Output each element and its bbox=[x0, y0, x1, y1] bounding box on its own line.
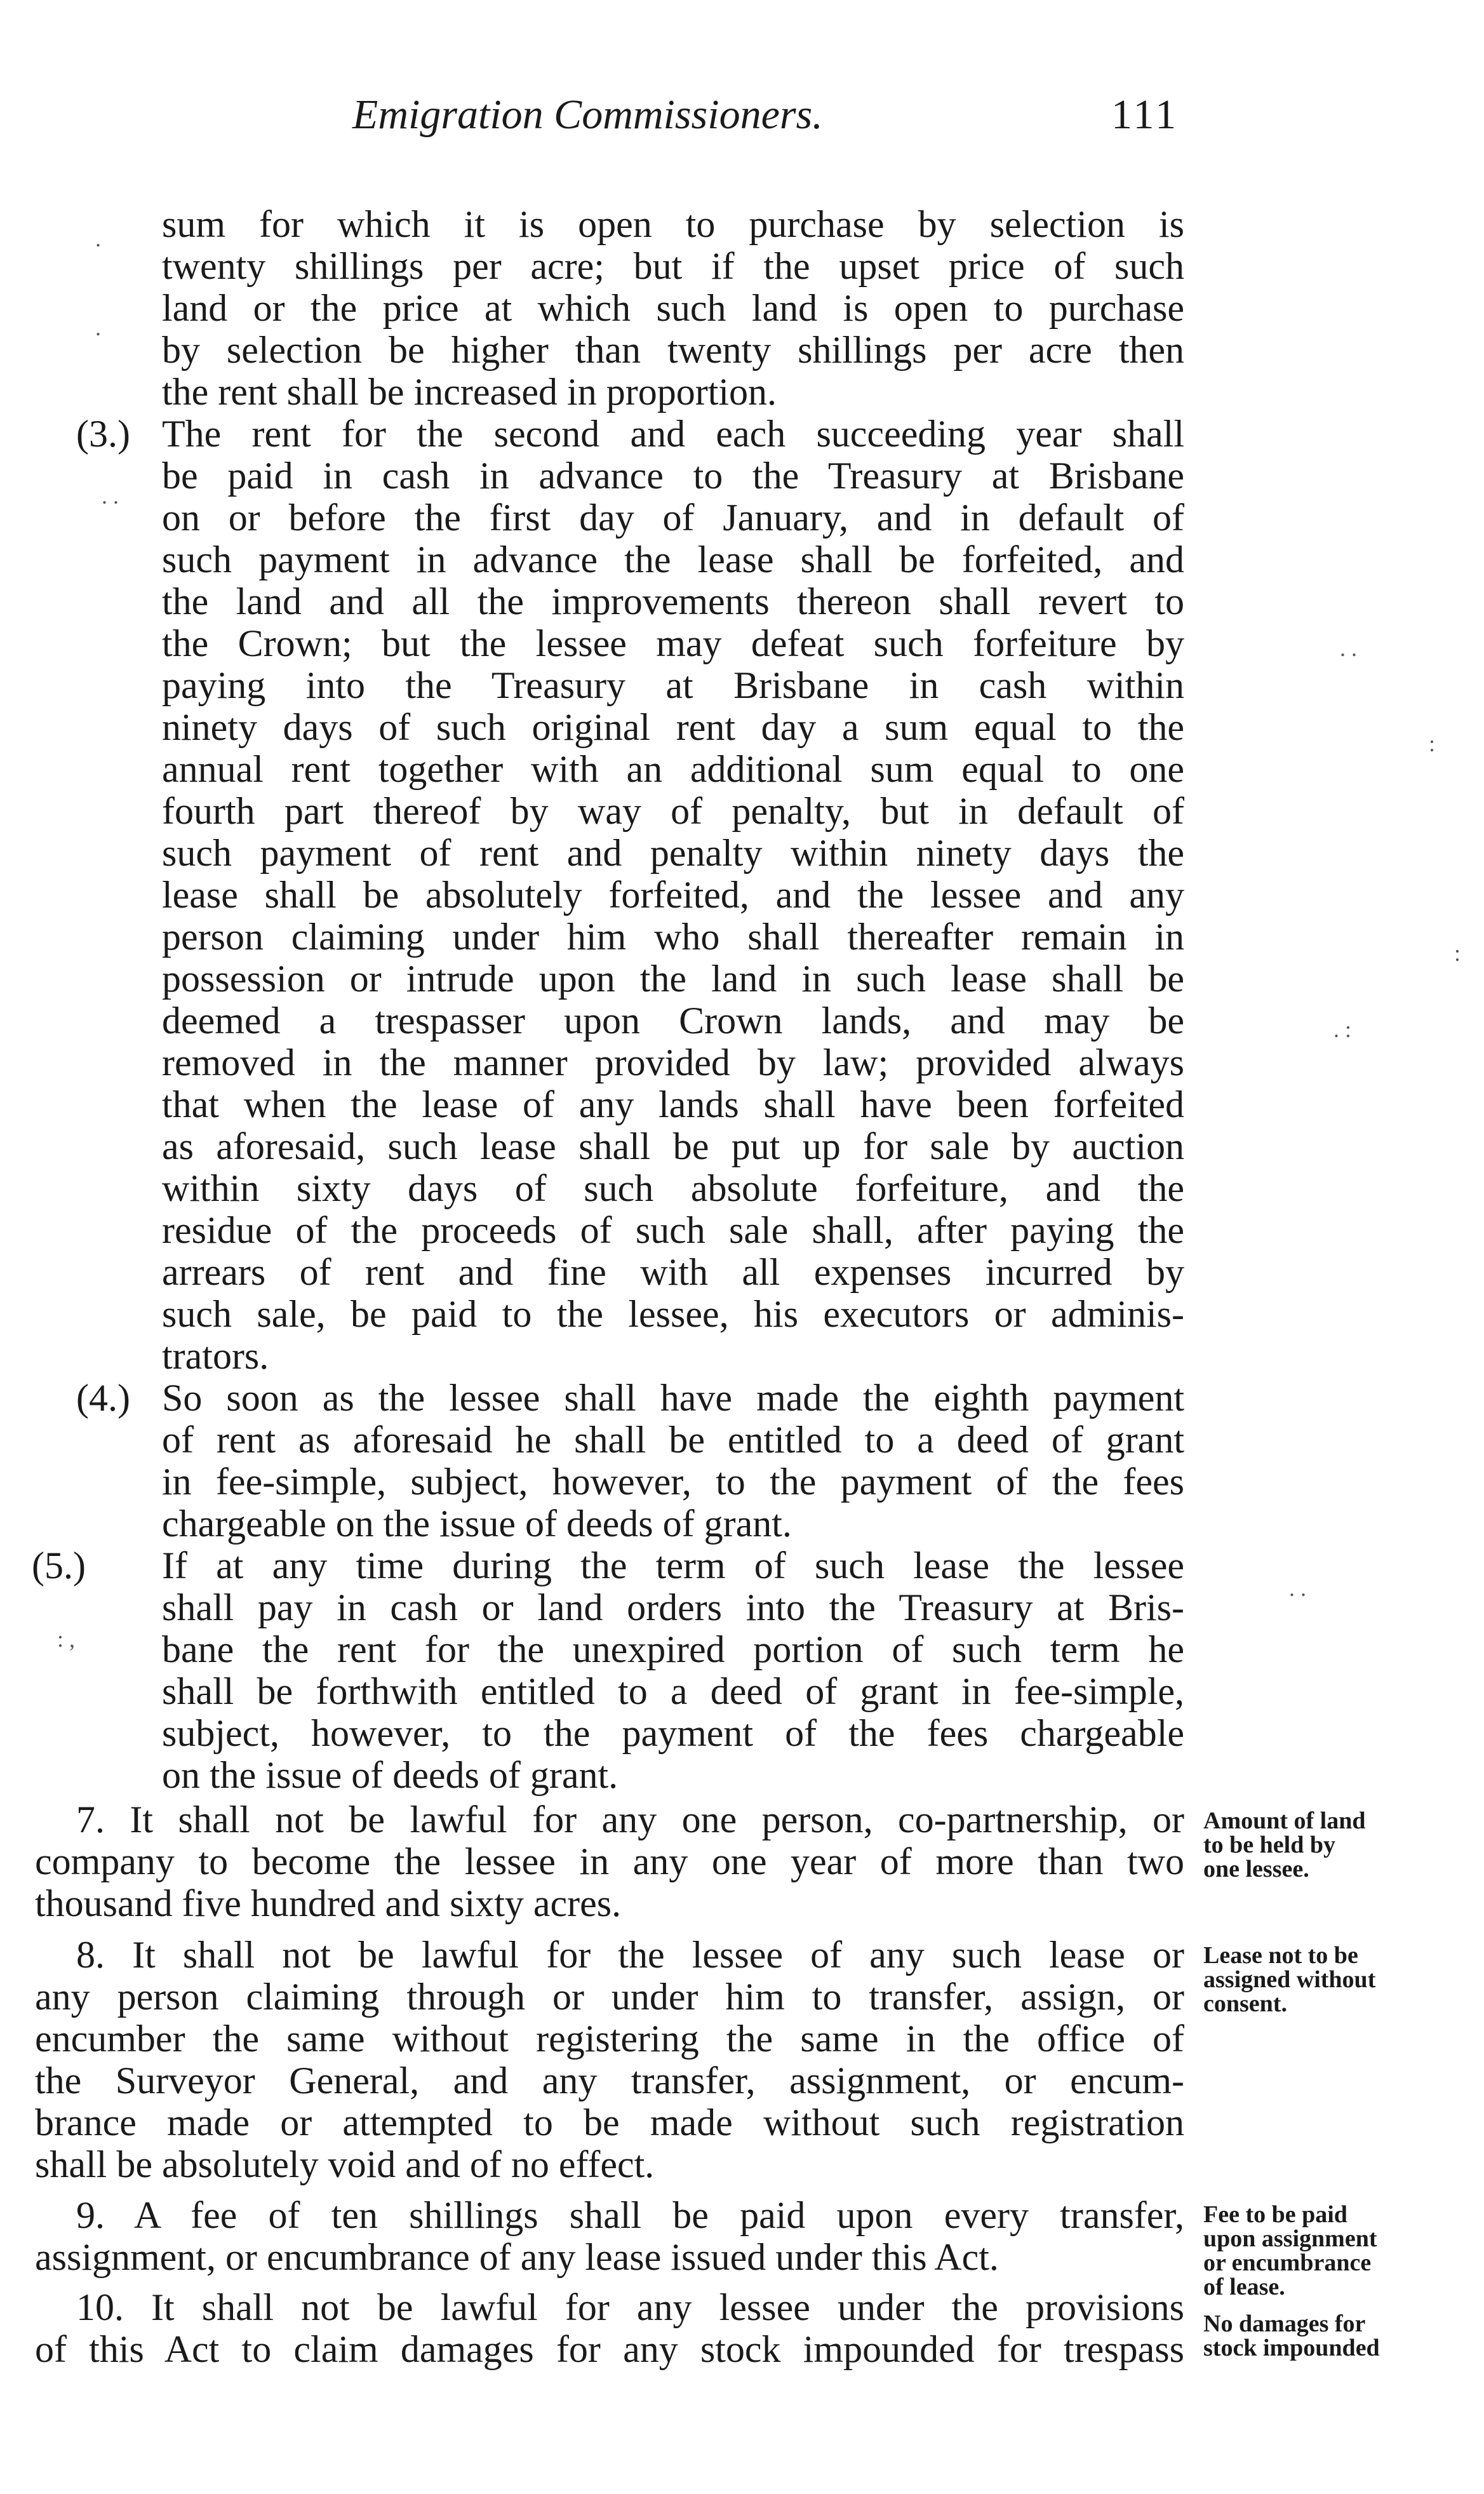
text-line: The rent for the second and each succeeding year shall bbox=[162, 413, 1184, 455]
text-line: So soon as the lessee shall have made the eighth payment bbox=[162, 1377, 1184, 1419]
text-line: possession or intrude upon the land in such lease shall be bbox=[162, 958, 1184, 1000]
subclause-number: (5.) bbox=[32, 1545, 86, 1586]
text-line: shall be forthwith entitled to a deed of grant in fee-simple, bbox=[162, 1670, 1184, 1712]
section-10-first-line: 10. It shall not be lawful for any lessee under the provisions bbox=[76, 2286, 1184, 2328]
scan-speck: . . bbox=[1340, 636, 1357, 661]
text-line: If at any time during the term of such lease the lessee bbox=[162, 1545, 1184, 1586]
marginal-note: Amount of land to be held by one lessee. bbox=[1203, 1807, 1366, 1882]
scan-speck: : bbox=[1429, 731, 1436, 756]
text-line: sum for which it is open to purchase by selection is bbox=[162, 203, 1184, 245]
text-line: residue of the proceeds of such sale shall, after paying the bbox=[162, 1209, 1184, 1251]
scan-speck: . bbox=[95, 315, 101, 340]
text-line: on the issue of deeds of grant. bbox=[162, 1754, 618, 1796]
text-line: such sale, be paid to the lessee, his executors or adminis- bbox=[162, 1293, 1184, 1335]
subclause-number: (3.) bbox=[76, 413, 130, 455]
text-line: company to become the lessee in any one year of more than two bbox=[35, 1840, 1184, 1882]
text-line: annual rent together with an additional sum equal to one bbox=[162, 748, 1184, 790]
text-line: be paid in cash in advance to the Treasury at Brisbane bbox=[162, 455, 1184, 497]
section-8-first-line: 8. It shall not be lawful for the lessee of any such lease or bbox=[76, 1934, 1184, 1976]
text-line: arrears of rent and fine with all expenses incurred by bbox=[162, 1251, 1184, 1293]
text-line: on or before the first day of January, and in default of bbox=[162, 497, 1184, 539]
text-line: such payment in advance the lease shall be forfeited, and bbox=[162, 539, 1184, 580]
text-line: within sixty days of such absolute forfeiture, and the bbox=[162, 1167, 1184, 1209]
text-line: the rent shall be increased in proportion. bbox=[162, 371, 777, 413]
text-line: paying into the Treasury at Brisbane in cash within bbox=[162, 664, 1184, 706]
marginal-note: Lease not to be assigned without consent. bbox=[1203, 1942, 1376, 2017]
running-header-title: Emigration Commissioners. bbox=[352, 91, 823, 138]
text-line: removed in the manner provided by law; provided always bbox=[162, 1042, 1184, 1083]
text-line: the Surveyor General, and any transfer, assignment, or encum- bbox=[35, 2060, 1184, 2102]
text-line: bane the rent for the unexpired portion of such term he bbox=[162, 1628, 1184, 1670]
text-line: chargeable on the issue of deeds of grant. bbox=[162, 1503, 792, 1545]
text-line: lease shall be absolutely forfeited, and the lessee and any bbox=[162, 874, 1184, 916]
text-line: fourth part thereof by way of penalty, but in default of bbox=[162, 790, 1184, 832]
text-line: trators. bbox=[162, 1335, 269, 1377]
scan-speck: . . bbox=[1289, 1576, 1306, 1601]
page-number: 111 bbox=[1111, 91, 1179, 138]
text-line: the land and all the improvements thereon shall revert to bbox=[162, 580, 1184, 622]
text-line: such payment of rent and penalty within ninety days the bbox=[162, 832, 1184, 874]
scan-speck: . : bbox=[1334, 1017, 1352, 1042]
subclause-number: (4.) bbox=[76, 1377, 130, 1419]
text-line: any person claiming through or under him to transfer, assign, or bbox=[35, 1976, 1184, 2018]
scan-speck: : bbox=[1454, 941, 1461, 966]
text-line: deemed a trespasser upon Crown lands, and may be bbox=[162, 1000, 1184, 1042]
text-line: ninety days of such original rent day a sum equal to the bbox=[162, 706, 1184, 748]
marginal-note: Fee to be paid upon assignment or encumbrance of lease. bbox=[1203, 2201, 1377, 2300]
text-line: land or the price at which such land is open to purchase bbox=[162, 287, 1184, 329]
scan-speck: . . bbox=[102, 483, 119, 509]
text-line: shall be absolutely void and of no effect. bbox=[35, 2143, 655, 2185]
text-line: subject, however, to the payment of the fees chargeable bbox=[162, 1712, 1184, 1754]
text-line: twenty shillings per acre; but if the upset price of such bbox=[162, 245, 1184, 287]
section-9-first-line: 9. A fee of ten shillings shall be paid upon every transfer, bbox=[76, 2194, 1184, 2236]
scan-speck: : , bbox=[57, 1626, 76, 1652]
text-line: shall pay in cash or land orders into the Treasury at Bris- bbox=[162, 1586, 1184, 1628]
marginal-note: No damages for stock impounded bbox=[1203, 2310, 1380, 2361]
text-line: of this Act to claim damages for any stock impounded for trespass bbox=[35, 2328, 1184, 2370]
text-line: by selection be higher than twenty shillings per acre then bbox=[162, 329, 1184, 371]
text-line: thousand five hundred and sixty acres. bbox=[35, 1882, 622, 1924]
text-line: the Crown; but the lessee may defeat such forfeiture by bbox=[162, 622, 1184, 664]
text-line: of rent as aforesaid he shall be entitled to a deed of grant bbox=[162, 1419, 1184, 1461]
text-line: that when the lease of any lands shall have been forfeited bbox=[162, 1083, 1184, 1125]
text-line: in fee-simple, subject, however, to the payment of the fees bbox=[162, 1461, 1184, 1503]
scan-speck: . bbox=[95, 226, 101, 251]
text-line: encumber the same without registering the same in the office of bbox=[35, 2018, 1184, 2060]
text-line: brance made or attempted to be made without such registration bbox=[35, 2102, 1184, 2143]
text-line: as aforesaid, such lease shall be put up for sale by auction bbox=[162, 1125, 1184, 1167]
section-7-first-line: 7. It shall not be lawful for any one person, co-partnership, or bbox=[76, 1799, 1184, 1840]
text-line: assignment, or encumbrance of any lease issued under this Act. bbox=[35, 2236, 999, 2278]
text-line: person claiming under him who shall thereafter remain in bbox=[162, 916, 1184, 958]
